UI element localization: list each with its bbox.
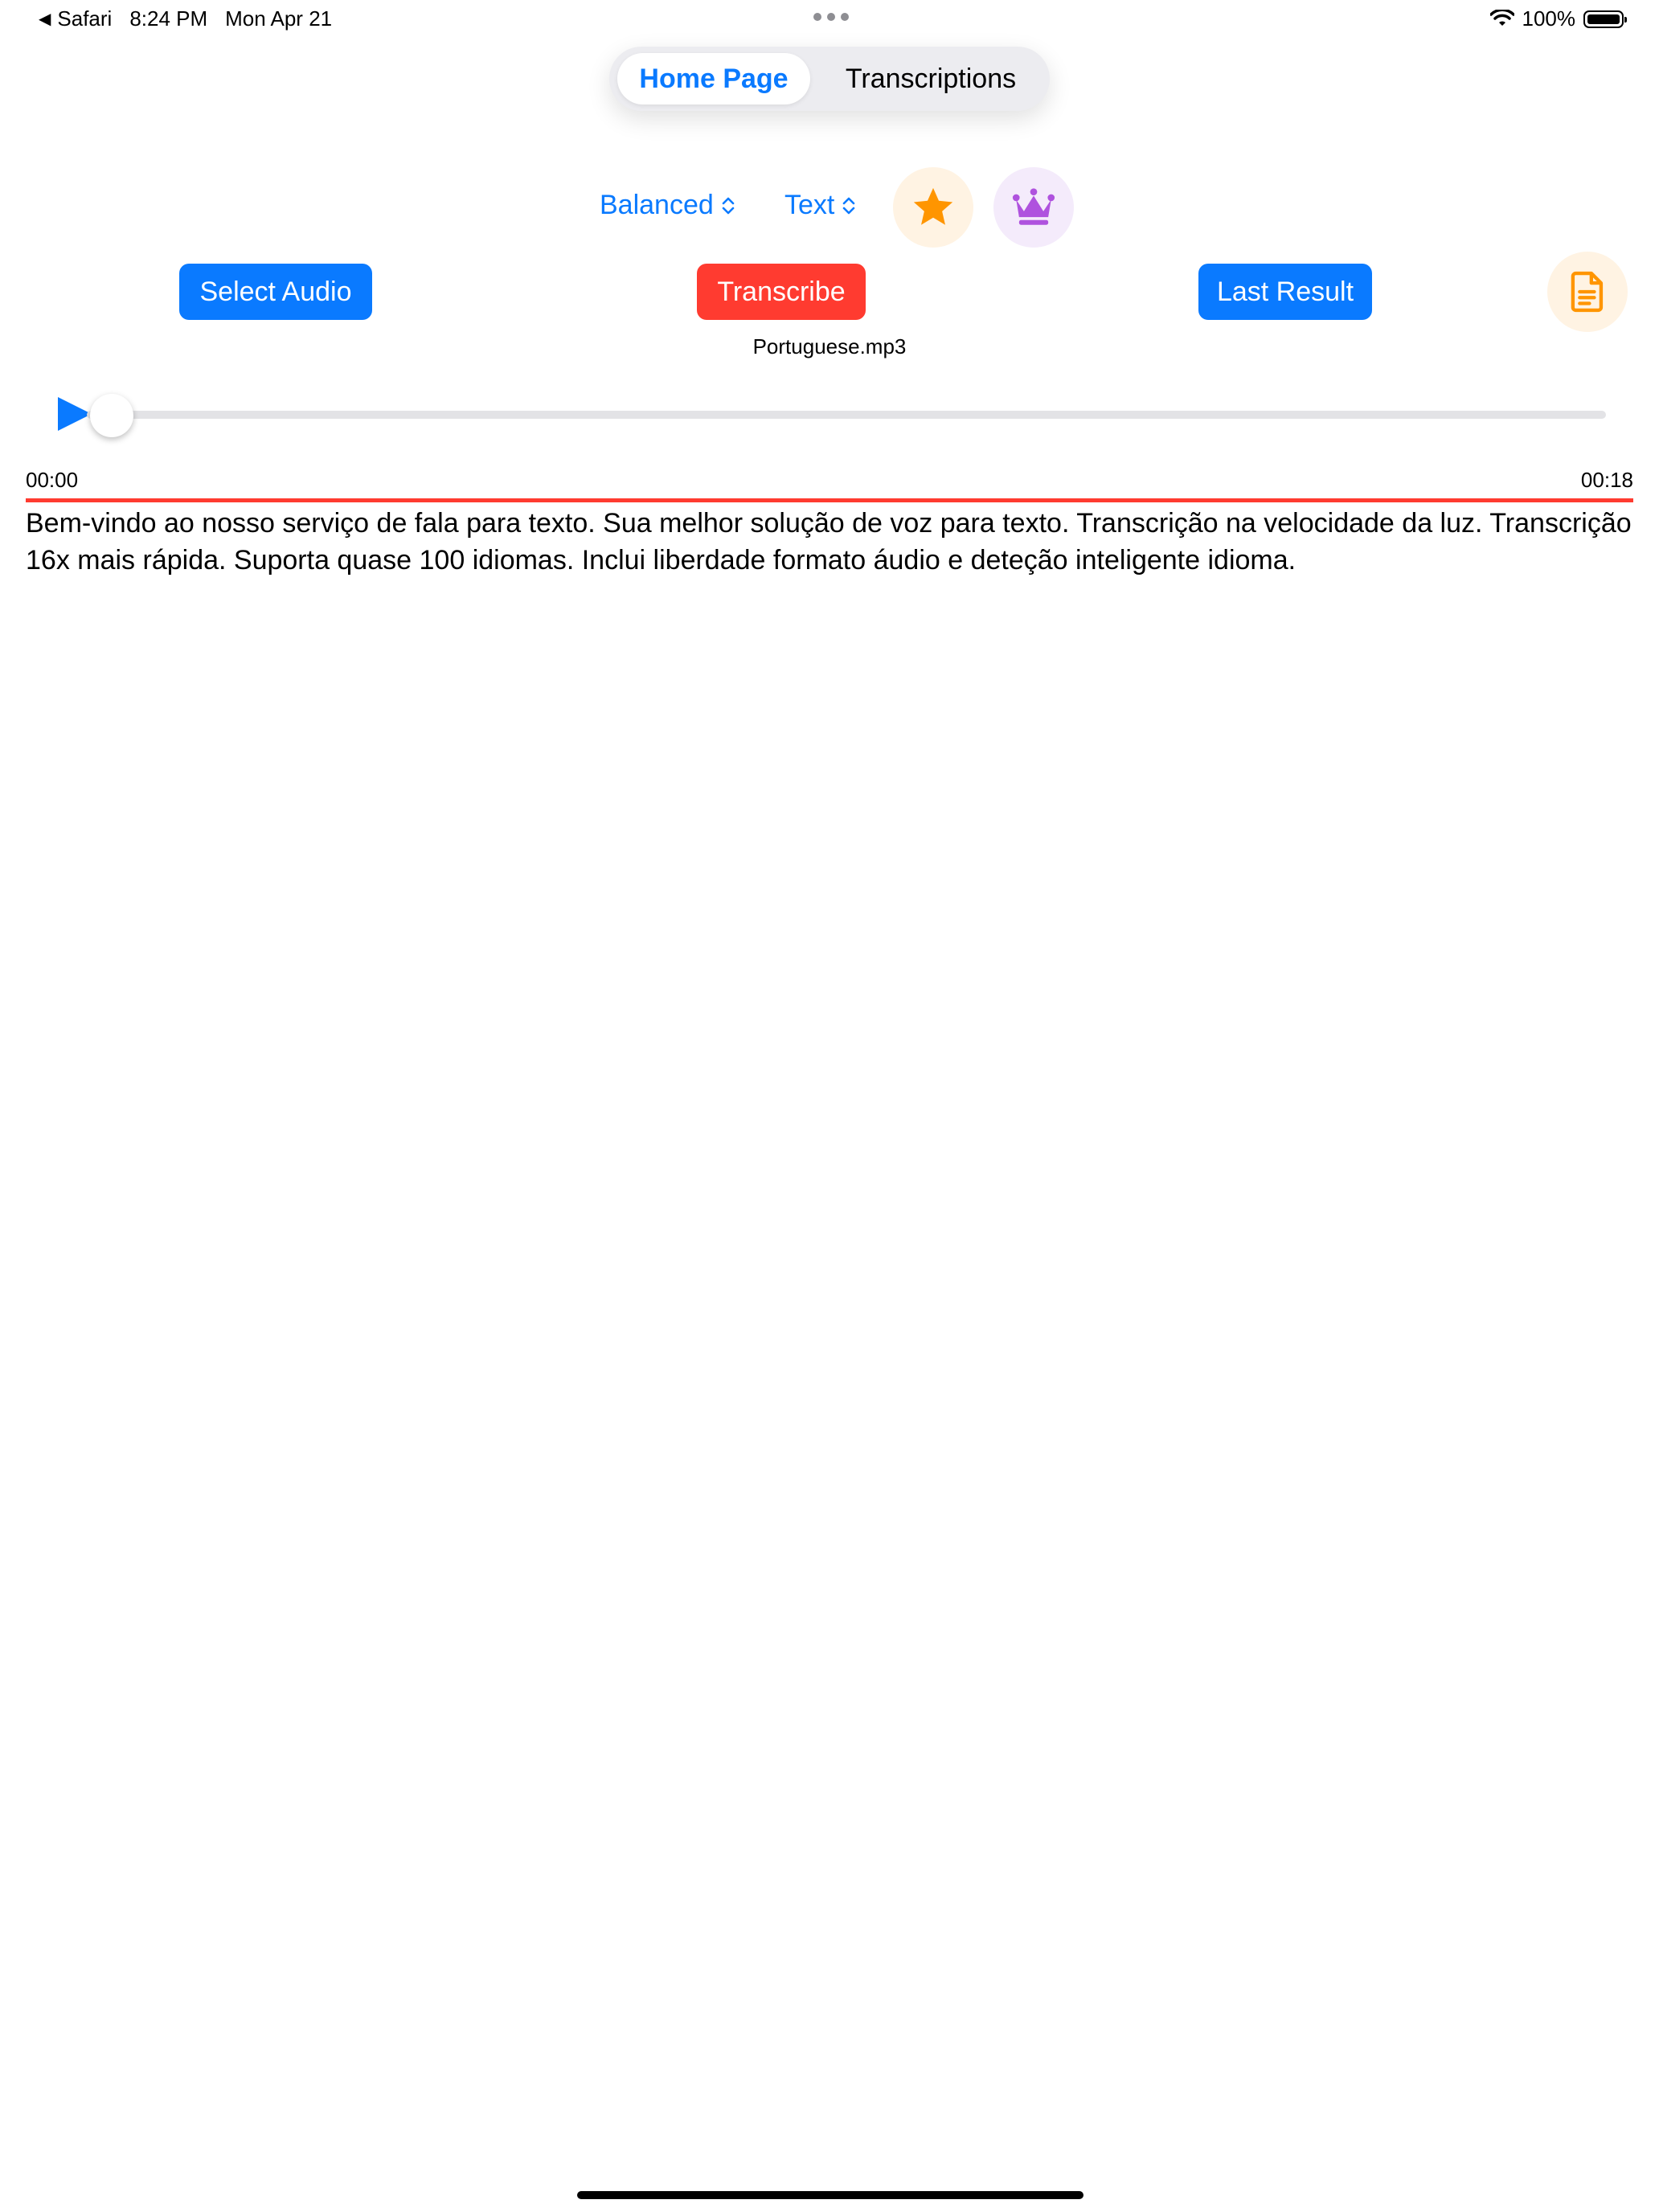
select-audio-button[interactable]: Select Audio bbox=[179, 264, 372, 320]
status-date: Mon Apr 21 bbox=[225, 6, 333, 31]
status-right bbox=[1490, 6, 1624, 31]
document-button[interactable] bbox=[1547, 252, 1628, 332]
home-indicator[interactable] bbox=[577, 2191, 1083, 2199]
divider bbox=[26, 498, 1633, 502]
playback-slider-track[interactable] bbox=[87, 411, 1606, 419]
multitasking-dots-icon[interactable] bbox=[813, 13, 849, 21]
status-time: 8:24 PM bbox=[129, 6, 208, 31]
back-arrow-icon[interactable]: ◀ bbox=[39, 10, 51, 28]
selected-file-name: Portuguese.mp3 bbox=[752, 334, 907, 358]
back-app-label[interactable]: Safari bbox=[57, 6, 113, 31]
current-time: 00:00 bbox=[26, 468, 79, 492]
playback-slider-thumb[interactable] bbox=[90, 394, 133, 437]
transcript-text: Bem-vindo ao nosso serviço de fala para texto. Sua melhor solução de voz para texto. Transcrição na velocidade da luz. Transcrição 16x mais rápida. Suporta quase 100 idiomas. Inclui liberdade formato áudio e deteção inteligente idioma. bbox=[26, 508, 1632, 576]
tab-home-page[interactable]: Home Page bbox=[617, 53, 810, 104]
format-picker-label: Text bbox=[784, 190, 835, 220]
last-result-button[interactable]: Last Result bbox=[1198, 264, 1372, 320]
duration-time: 00:18 bbox=[1580, 468, 1633, 492]
favorite-button[interactable] bbox=[893, 167, 973, 248]
premium-button[interactable] bbox=[993, 167, 1074, 248]
tab-transcriptions[interactable]: Transcriptions bbox=[845, 63, 1017, 94]
status-left bbox=[39, 6, 332, 31]
tab-switcher bbox=[609, 47, 1050, 111]
chevron-up-down-icon bbox=[841, 194, 857, 218]
transcribe-button[interactable]: Transcribe bbox=[697, 264, 866, 320]
battery-percent: 100% bbox=[1522, 6, 1575, 31]
status-bar bbox=[0, 0, 1659, 39]
star-icon bbox=[910, 184, 956, 231]
wifi-icon bbox=[1490, 10, 1514, 29]
quality-picker[interactable] bbox=[600, 190, 736, 221]
document-icon bbox=[1564, 268, 1611, 315]
quality-picker-label: Balanced bbox=[600, 190, 714, 220]
format-picker[interactable] bbox=[784, 190, 857, 221]
crown-icon bbox=[1010, 184, 1057, 231]
chevron-up-down-icon bbox=[720, 194, 736, 218]
battery-icon bbox=[1583, 10, 1624, 28]
